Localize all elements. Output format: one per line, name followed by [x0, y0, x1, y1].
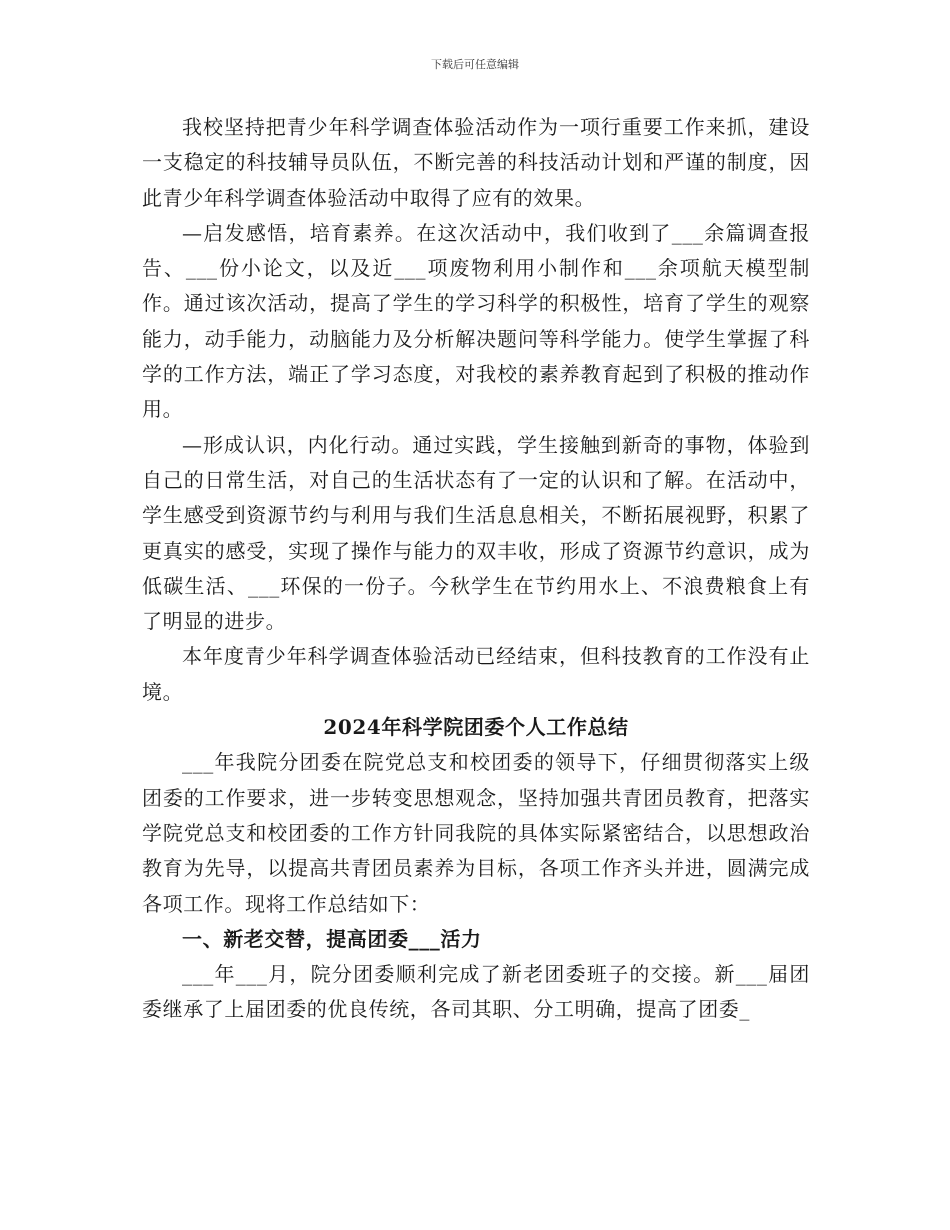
header-note: 下载后可任意编辑 — [431, 58, 519, 71]
paragraph-summary-intro: ___年我院分团委在院党总支和校团委的领导下，仔细贯彻落实上级团委的工作要求，进一步转变思想观念，坚持加强共青团员教育，把落实学院党总支和校团委的工作方针同我院的具体实际紧密结合，以思想政治教育为先导，以提高共青团员素养为目标，各项工作齐头并进，圆满完成各项工作。现将工作总结如下： — [142, 750, 810, 916]
section-heading-1: 一、新老交替，提高团委___活力 — [182, 926, 482, 951]
paragraph-inspiration: —启发感悟，培育素养。在这次活动中，我们收到了___余篇调查报告、___份小论文，以及近___项废物利用小制作和___余项航天模型制作。通过该次活动，提高了学生的学习科学的积极性，培育了学生的观察能力，动手能力，动脑能力及分析解决题问等科学能力。使学生掌握了科学的工作方法，端正了学习态度，对我校的素养教育起到了积极的推动作用。 — [142, 220, 810, 422]
section-title: 2024年科学院团委个人工作总结 — [323, 715, 629, 740]
paragraph-transition: ___年___月，院分团委顺利完成了新老团委班子的交接。新___届团委继承了上届团委的优良传统，各司其职、分工明确，提高了团委_ — [142, 962, 810, 1022]
paragraph-awareness: —形成认识，内化行动。通过实践，学生接触到新奇的事物，体验到自己的日常生活，对自己的生活状态有了一定的认识和了解。在活动中，学生感受到资源节约与利用与我们生活息息相关，不断拓展视野，积累了更真实的感受，实现了操作与能力的双丰收，形成了资源节约意识，成为低碳生活、___环保的一份子。今秋学生在节约用水上、不浪费粮食上有了明显的进步。 — [142, 432, 810, 634]
document-body — [142, 110, 810, 1028]
paragraph-conclusion: 本年度青少年科学调查体验活动已经结束，但科技教育的工作没有止境。 — [142, 644, 810, 704]
paragraph-intro: 我校坚持把青少年科学调查体验活动作为一项行重要工作来抓，建设一支稳定的科技辅导员队伍，不断完善的科技活动计划和严谨的制度，因此青少年科学调查体验活动中取得了应有的效果。 — [142, 115, 810, 210]
